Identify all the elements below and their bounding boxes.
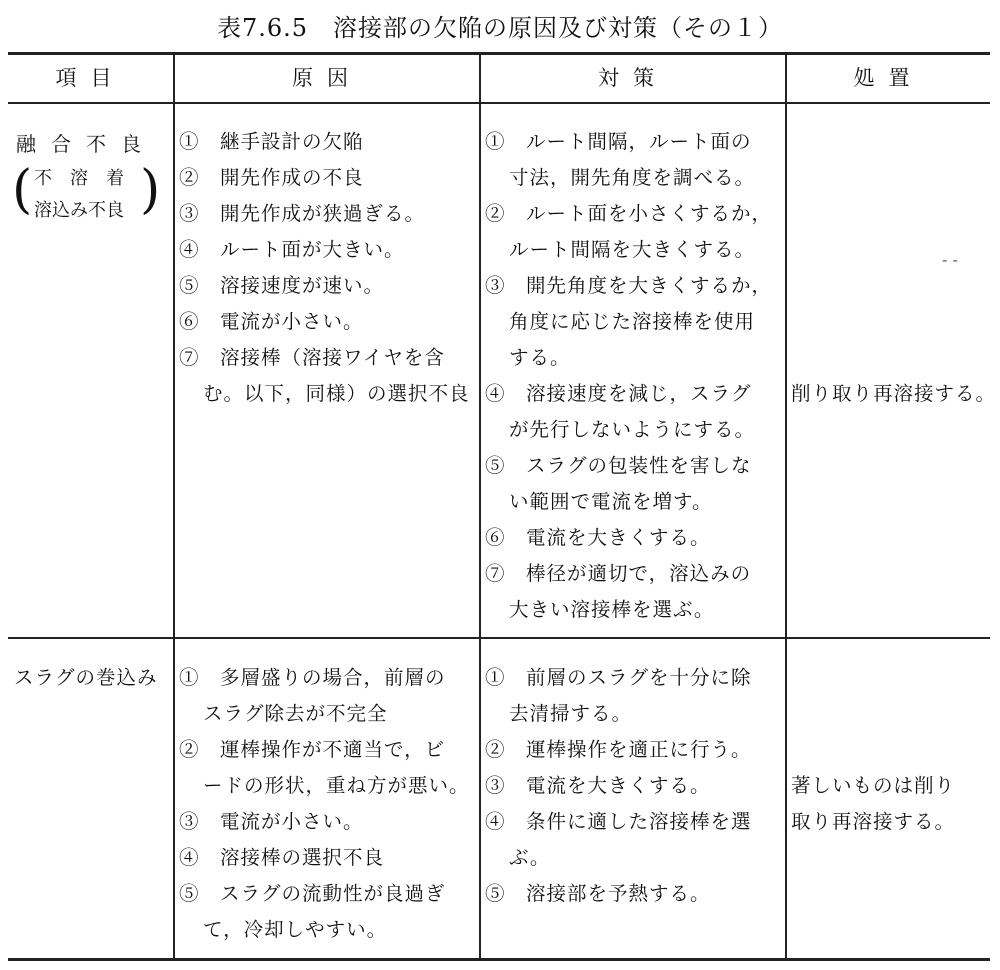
cause-line: ① 継手設計の欠陥 <box>179 130 364 153</box>
measure-line: 去清掃する。 <box>509 702 633 725</box>
row-divider-rule <box>8 637 990 639</box>
cause-line: ④ 溶接棒の選択不良 <box>179 846 385 869</box>
cause-line: て，冷却しやすい。 <box>203 918 388 941</box>
cause-line: む。以下，同様）の選択不良 <box>203 382 470 405</box>
scan-mark: - - <box>942 250 958 269</box>
measure-line: ④ 条件に適した溶接棒を選 <box>485 810 752 833</box>
header-item: 項目 <box>55 66 126 90</box>
measure-line: ① 前層のスラグを十分に除 <box>485 666 752 689</box>
measure-line: 寸法，開先角度を調べる。 <box>509 166 756 189</box>
measure-line: 角度に応じた溶接棒を使用 <box>509 310 756 333</box>
cause-line: ③ 電流が小さい。 <box>179 810 364 833</box>
cause-line: スラグ除去が不完全 <box>203 702 388 725</box>
cause-line: ⑦ 溶接棒（溶接ワイヤを含 <box>179 346 445 369</box>
cause-line: ⑥ 電流が小さい。 <box>179 310 364 333</box>
row-item-sub: 溶込み不良 <box>34 200 124 221</box>
cause-line: ⑤ スラグの流動性が良過ぎ <box>179 882 446 905</box>
page-title: 表7.6.5 溶接部の欠陥の原因及び対策（その１） <box>216 14 784 42</box>
column-divider <box>173 52 175 960</box>
measure-line: ③ 電流を大きくする。 <box>485 774 711 797</box>
measure-line: ③ 開先角度を大きくするか， <box>485 274 773 297</box>
measure-line: ② 運棒操作を適正に行う。 <box>485 738 752 761</box>
measure-line: する。 <box>509 346 571 369</box>
measure-line: ① ルート間隔，ルート面の <box>485 130 752 153</box>
measure-line: ルート間隔を大きくする。 <box>509 238 756 261</box>
table-bottom-rule <box>8 958 990 961</box>
column-divider <box>785 52 787 960</box>
cause-line: ⑤ 溶接速度が速い。 <box>179 274 385 297</box>
measure-line: ④ 溶接速度を減じ，スラグ <box>485 382 752 405</box>
measure-line: ぶ。 <box>509 846 551 869</box>
header-cause: 原因 <box>292 66 362 90</box>
measure-line: 大きい溶接棒を選ぶ。 <box>509 598 715 621</box>
measure-line: ⑤ 溶接部を予熱する。 <box>485 882 711 905</box>
left-paren: ( <box>12 160 33 220</box>
table-top-rule <box>8 52 990 55</box>
row-item-label: スラグの巻込み <box>14 666 158 689</box>
row-item-label: 融合不良 <box>16 132 156 156</box>
measure-line: が先行しないようにする。 <box>509 418 756 441</box>
measure-line: ⑦ 棒径が適切で，溶込みの <box>485 562 752 585</box>
row-action-line: 著しいものは削り <box>791 774 956 797</box>
header-action: 処置 <box>853 66 924 90</box>
cause-line: ④ ルート面が大きい。 <box>179 238 405 261</box>
cause-line: ② 開先作成の不良 <box>179 166 364 189</box>
cause-line: ② 運棒操作が不適当で，ビ <box>179 738 446 761</box>
measure-line: ⑥ 電流を大きくする。 <box>485 526 711 549</box>
measure-line: ② ルート面を小さくするか， <box>485 202 773 225</box>
row-action-line: 削り取り再溶接する。 <box>791 382 997 405</box>
right-paren: ) <box>140 160 161 220</box>
cause-line: ードの形状，重ね方が悪い。 <box>203 774 470 797</box>
header-measure: 対策 <box>598 66 668 90</box>
row-action-line: 取り再溶接する。 <box>791 810 956 833</box>
row-item-sub: 不 溶 着 <box>34 168 124 189</box>
measure-line: い範囲で電流を増す。 <box>509 490 713 513</box>
column-divider <box>479 52 481 960</box>
measure-line: ⑤ スラグの包装性を害しな <box>485 454 752 477</box>
header-bottom-rule <box>8 102 990 104</box>
cause-line: ③ 開先作成が狭過ぎる。 <box>179 202 426 225</box>
cause-line: ① 多層盛りの場合，前層の <box>179 666 446 689</box>
